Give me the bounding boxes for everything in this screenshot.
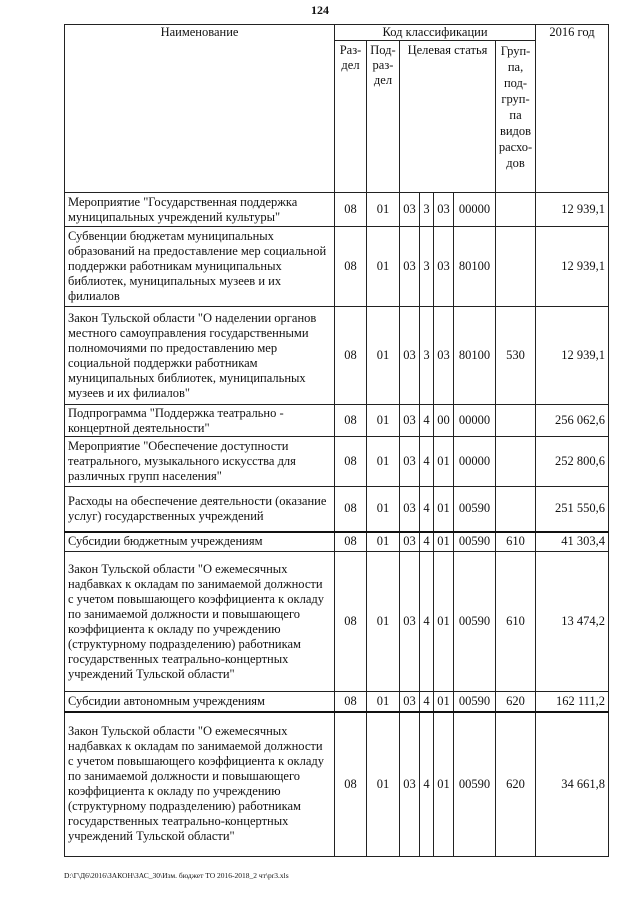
table-row — [65, 405, 609, 437]
row-section: 08 — [335, 487, 367, 532]
row-target-program: 03 — [400, 307, 420, 405]
row-amount: 34 661,8 — [536, 712, 609, 857]
row-target-subprogram: 4 — [420, 532, 434, 552]
row-name: Закон Тульской области "О ежемесячных надбавках к окладам по занимаемой должности с учетом повышающего коэффициента к окладу по занимаемой должности и повышающего коэффициента к окладу по учреждению (структурному подразделению) работникам государственных театрально-концертных учреждений Тульской области" — [65, 552, 335, 692]
table-body — [65, 193, 609, 857]
table-row — [65, 692, 609, 712]
row-target-program: 03 — [400, 193, 420, 227]
row-expense-group — [496, 405, 536, 437]
row-name: Субсидии автономным учреждениям — [65, 692, 335, 712]
row-expense-group — [496, 437, 536, 487]
row-target-event: 01 — [434, 692, 454, 712]
row-subsection: 01 — [367, 227, 400, 307]
row-subsection: 01 — [367, 692, 400, 712]
row-expense-group — [496, 227, 536, 307]
row-name: Субвенции бюджетам муниципальных образований на предоставление мер социальной поддержки работникам муниципальных библиотек, муниципальных музеев и их филиалов — [65, 227, 335, 307]
table-row — [65, 487, 609, 532]
row-amount: 41 303,4 — [536, 532, 609, 552]
row-amount: 12 939,1 — [536, 307, 609, 405]
row-target-direction: 00590 — [454, 712, 496, 857]
row-target-event: 00 — [434, 405, 454, 437]
row-section: 08 — [335, 532, 367, 552]
row-subsection: 01 — [367, 712, 400, 857]
row-expense-group — [496, 193, 536, 227]
row-expense-group: 620 — [496, 692, 536, 712]
row-section: 08 — [335, 692, 367, 712]
row-target-event: 03 — [434, 193, 454, 227]
row-subsection: 01 — [367, 307, 400, 405]
row-target-event: 01 — [434, 487, 454, 532]
row-target-event: 01 — [434, 532, 454, 552]
budget-table — [64, 24, 609, 857]
row-target-program: 03 — [400, 437, 420, 487]
row-name: Субсидии бюджетным учреждениям — [65, 532, 335, 552]
row-target-event: 01 — [434, 437, 454, 487]
header-target-article: Целевая статья — [400, 41, 496, 193]
row-target-direction: 00000 — [454, 193, 496, 227]
row-target-program: 03 — [400, 227, 420, 307]
row-section: 08 — [335, 437, 367, 487]
row-target-direction: 00590 — [454, 487, 496, 532]
header-group: Груп- па, под- груп- па видов расхо- дов — [496, 41, 536, 193]
row-target-subprogram: 4 — [420, 712, 434, 857]
row-subsection: 01 — [367, 193, 400, 227]
header-name: Наименование — [65, 25, 335, 193]
row-name: Расходы на обеспечение деятельности (оказание услуг) государственных учреждений — [65, 487, 335, 532]
header-year: 2016 год — [536, 25, 609, 193]
row-target-direction: 80100 — [454, 307, 496, 405]
row-target-subprogram: 4 — [420, 487, 434, 532]
row-name: Мероприятие "Обеспечение доступности театрального, музыкального искусства для различных групп населения" — [65, 437, 335, 487]
row-name: Закон Тульской области "О ежемесячных надбавках к окладам по занимаемой должности с учетом повышающего коэффициента к окладу по занимаемой должности и повышающего коэффициента к окладу по учреждению (структурному подразделению) работникам государственных театрально-концертных учреждений Тульской области" — [65, 712, 335, 857]
row-target-direction: 00000 — [454, 405, 496, 437]
row-amount: 256 062,6 — [536, 405, 609, 437]
row-target-program: 03 — [400, 532, 420, 552]
row-expense-group — [496, 487, 536, 532]
table-row — [65, 532, 609, 552]
row-section: 08 — [335, 193, 367, 227]
row-target-direction: 80100 — [454, 227, 496, 307]
table-row — [65, 712, 609, 857]
row-amount: 13 474,2 — [536, 552, 609, 692]
row-subsection: 01 — [367, 405, 400, 437]
page-number: 124 — [311, 3, 329, 17]
table-row — [65, 307, 609, 405]
table-row — [65, 193, 609, 227]
header-section: Раз- дел — [335, 41, 367, 193]
row-subsection: 01 — [367, 437, 400, 487]
row-subsection: 01 — [367, 552, 400, 692]
row-expense-group: 530 — [496, 307, 536, 405]
row-target-program: 03 — [400, 405, 420, 437]
row-target-subprogram: 4 — [420, 552, 434, 692]
row-section: 08 — [335, 552, 367, 692]
table-header — [65, 25, 609, 193]
row-target-direction: 00590 — [454, 532, 496, 552]
header-classification: Код классификации — [335, 25, 536, 41]
row-name: Мероприятие "Государственная поддержка муниципальных учреждений культуры" — [65, 193, 335, 227]
row-amount: 162 111,2 — [536, 692, 609, 712]
row-target-direction: 00590 — [454, 552, 496, 692]
row-target-subprogram: 3 — [420, 227, 434, 307]
row-target-event: 01 — [434, 712, 454, 857]
table-row — [65, 437, 609, 487]
row-target-event: 01 — [434, 552, 454, 692]
row-target-subprogram: 4 — [420, 405, 434, 437]
row-subsection: 01 — [367, 487, 400, 532]
row-section: 08 — [335, 227, 367, 307]
table-row — [65, 227, 609, 307]
file-path-footer: D:\Г\Д6\2016\ЗАКОН\ЗАС_30\Изм. бюджет ТО 2016-2018_2 чт\pr3.xls — [64, 871, 289, 880]
row-target-program: 03 — [400, 552, 420, 692]
row-target-program: 03 — [400, 487, 420, 532]
table-row — [65, 552, 609, 692]
row-target-direction: 00000 — [454, 437, 496, 487]
row-expense-group: 620 — [496, 712, 536, 857]
row-section: 08 — [335, 405, 367, 437]
row-target-subprogram: 3 — [420, 193, 434, 227]
row-expense-group: 610 — [496, 532, 536, 552]
row-target-direction: 00590 — [454, 692, 496, 712]
row-target-event: 03 — [434, 307, 454, 405]
row-target-program: 03 — [400, 692, 420, 712]
row-target-subprogram: 4 — [420, 692, 434, 712]
row-amount: 12 939,1 — [536, 227, 609, 307]
row-target-subprogram: 4 — [420, 437, 434, 487]
row-section: 08 — [335, 712, 367, 857]
row-expense-group: 610 — [496, 552, 536, 692]
header-subsection: Под- раз- дел — [367, 41, 400, 193]
row-amount: 252 800,6 — [536, 437, 609, 487]
row-target-program: 03 — [400, 712, 420, 857]
row-section: 08 — [335, 307, 367, 405]
row-target-event: 03 — [434, 227, 454, 307]
row-amount: 12 939,1 — [536, 193, 609, 227]
row-name: Закон Тульской области "О наделении органов местного самоуправления государственными полномочиями по предоставлению мер социальной поддержки работникам муниципальных библиотек, муниципальных музеев и их филиалов" — [65, 307, 335, 405]
row-amount: 251 550,6 — [536, 487, 609, 532]
row-target-subprogram: 3 — [420, 307, 434, 405]
row-name: Подпрограмма "Поддержка театрально - концертной деятельности" — [65, 405, 335, 437]
row-subsection: 01 — [367, 532, 400, 552]
